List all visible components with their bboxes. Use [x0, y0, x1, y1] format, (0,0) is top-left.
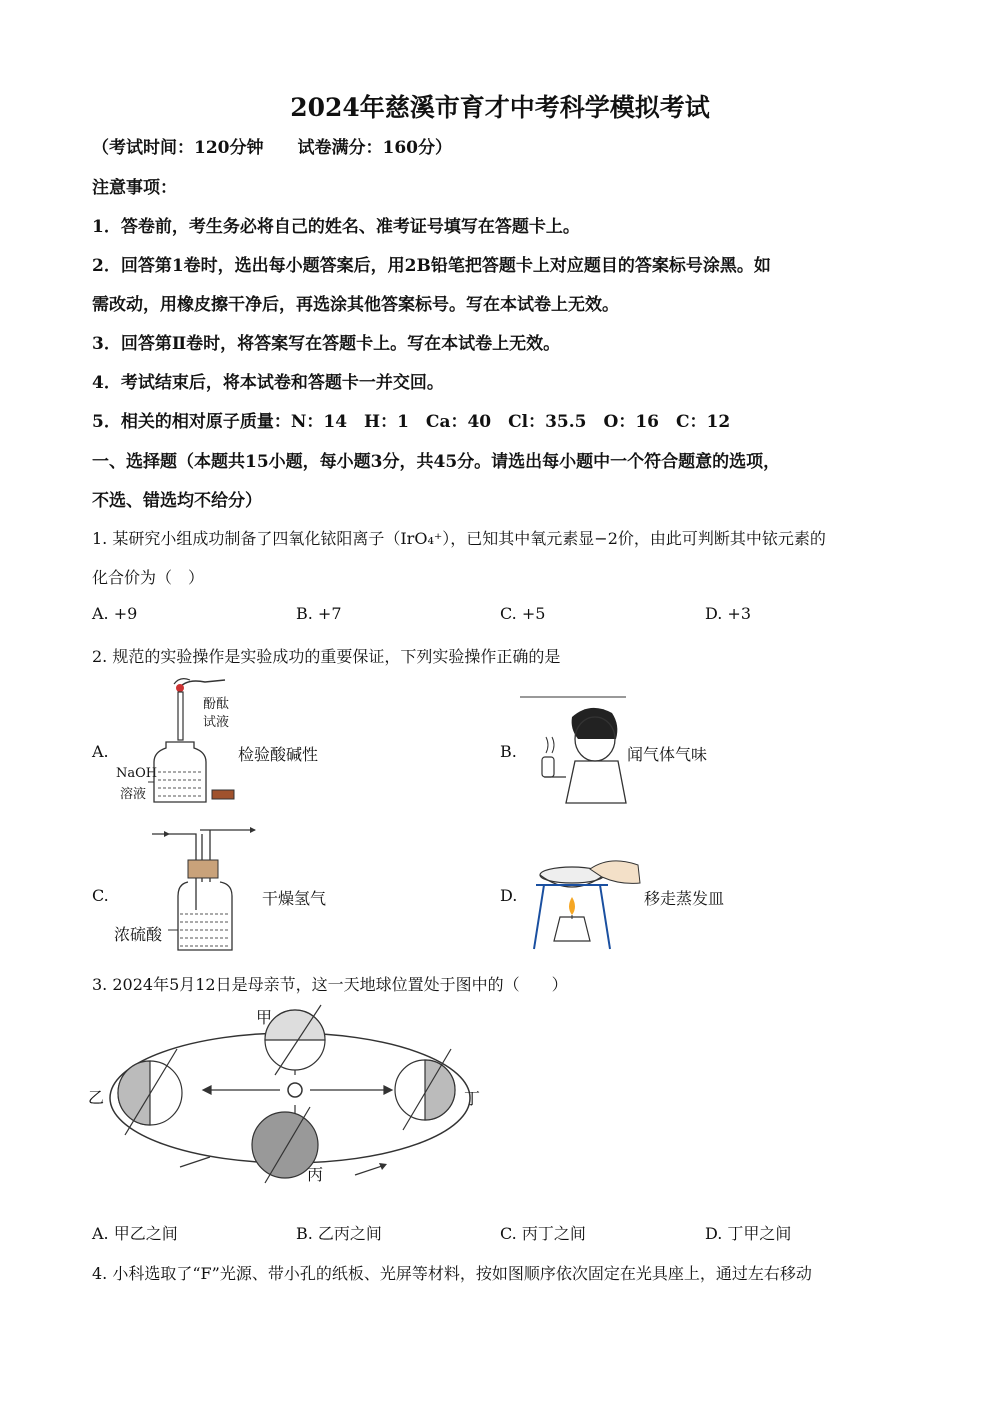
q1-option-d[interactable]: D. +3 [705, 604, 752, 623]
gas-washing-bottle-figure [150, 822, 265, 957]
earth-jia [265, 1005, 325, 1075]
q1-option-b[interactable]: B. +7 [296, 604, 342, 623]
notice-item: 2．回答第1卷时，选出每小题答案后，用2B铅笔把答题卡上对应题目的答案标号涂黑。如 [92, 256, 771, 276]
reagent-label: 溶液 [120, 787, 147, 802]
notice-item: 1．答卷前，考生务必将自己的姓名、准考证号填写在答题卡上。 [92, 217, 580, 237]
q3-option-b[interactable]: B. 乙丙之间 [296, 1224, 382, 1243]
dropper-test-figure [150, 670, 240, 810]
q3-stem: 3. 2024年5月12日是母亲节，这一天地球位置处于图中的（ ） [92, 975, 568, 994]
orbit-label-yi: 乙 [88, 1088, 105, 1107]
exam-info: （考试时间：120分钟 试卷满分：160分） [92, 138, 452, 158]
earth-orbit-figure [85, 1005, 505, 1195]
page-title: 2024年慈溪市育才中考科学模拟考试 [290, 93, 710, 122]
reagent-label: 酚酞 [203, 697, 230, 712]
orbit-label-bing: 丙 [307, 1165, 324, 1184]
reagent-label: 浓硫酸 [114, 925, 163, 944]
notice-item: 4．考试结束后，将本试卷和答题卡一并交回。 [92, 373, 444, 393]
q4-stem: 4. 小科选取了“F”光源、带小孔的纸板、光屏等材料，按如图顺序依次固定在光具座上，通过左右移动 [92, 1264, 812, 1283]
orbit-label-ding: 丁 [464, 1089, 481, 1108]
evaporating-dish-figure [530, 855, 645, 955]
section-heading-cont: 不选、错选均不给分） [92, 491, 262, 511]
section-heading: 一、选择题（本题共15小题，每小题3分，共45分。请选出每小题中一个符合题意的选项， [92, 452, 781, 472]
earth-ding [395, 1049, 455, 1130]
q1-stem-cont: 化合价为（ ） [92, 568, 205, 587]
smell-gas-figure [520, 695, 630, 805]
q2-option-b[interactable]: B. [500, 742, 517, 761]
q2-stem: 2. 规范的实验操作是实验成功的重要保证，下列实验操作正确的是 [92, 647, 561, 666]
q2-option-d[interactable]: D. [500, 886, 518, 905]
orbit-label-jia: 甲 [256, 1008, 273, 1027]
earth-yi [118, 1049, 182, 1135]
q3-option-d[interactable]: D. 丁甲之间 [705, 1224, 792, 1243]
q2-option-a[interactable]: A. [92, 742, 109, 761]
q1-option-a[interactable]: A. +9 [92, 604, 138, 623]
q2-caption-b: 闻气体气味 [627, 745, 708, 764]
notice-heading: 注意事项： [92, 178, 177, 198]
q2-option-c[interactable]: C. [92, 886, 109, 905]
q1-option-c[interactable]: C. +5 [500, 604, 546, 623]
notice-item: 3．回答第Ⅱ卷时，将答案写在答题卡上。写在本试卷上无效。 [92, 334, 561, 354]
q2-caption-d: 移走蒸发皿 [644, 889, 725, 908]
reagent-label: NaOH [116, 766, 158, 781]
q2-caption-c: 干燥氢气 [262, 889, 327, 908]
notice-item: 需改动，用橡皮擦干净后，再选涂其他答案标号。写在本试卷上无效。 [92, 295, 619, 315]
notice-item: 5．相关的相对原子质量：N：14 H：1 Ca：40 Cl：35.5 O：16 C：12 [92, 412, 731, 432]
q3-option-a[interactable]: A. 甲乙之间 [92, 1224, 178, 1243]
q2-caption-a: 检验酸碱性 [238, 745, 319, 764]
q3-option-c[interactable]: C. 丙丁之间 [500, 1224, 586, 1243]
q1-stem: 1. 某研究小组成功制备了四氧化铱阳离子（IrO₄⁺），已知其中氧元素显−2价，由此可判断其中铱元素的 [92, 529, 826, 548]
reagent-label: 试液 [203, 715, 230, 730]
